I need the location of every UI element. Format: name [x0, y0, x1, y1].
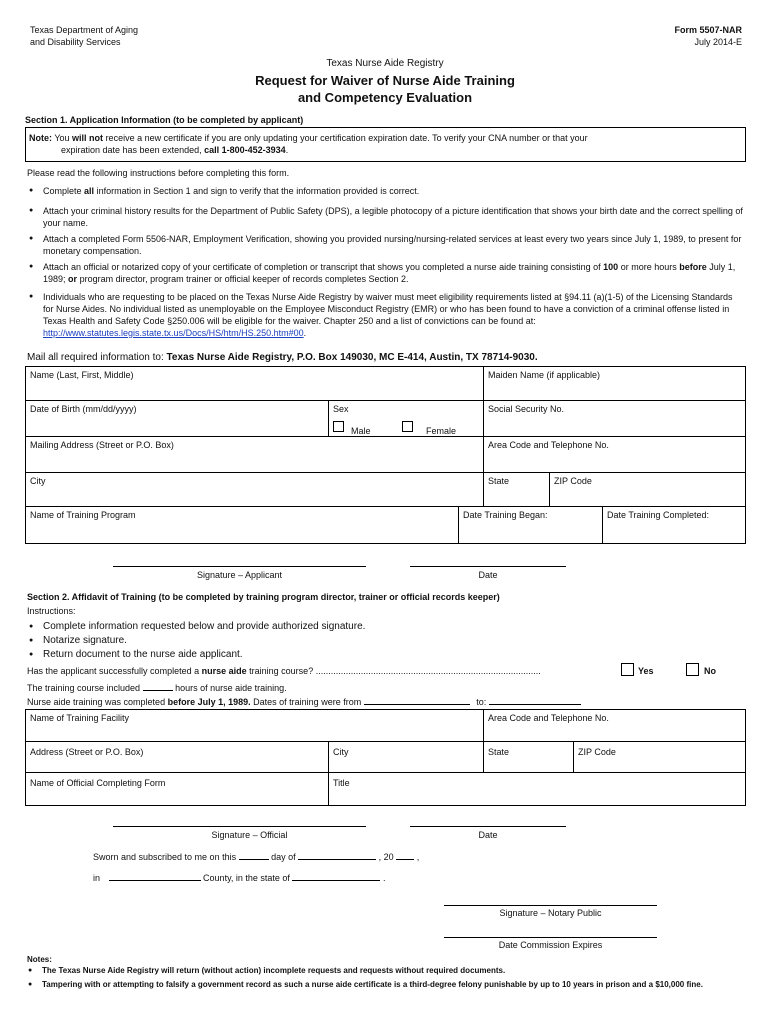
statutes-link[interactable]: http://www.statutes.legis.state.tx.us/Docs/HS/htm/HS.250.htm#00	[43, 328, 304, 338]
official-date-label: Date	[478, 830, 498, 840]
bullet1-bold: all	[84, 186, 95, 196]
hours-b: hours of nurse aide training.	[175, 683, 287, 693]
mail-instructions	[27, 352, 538, 364]
instruction-bullet-3: ● Attach a completed Form 5506-NAR, Employment Verification, showing you provided nursing/nursing-related services at least every two years since July 1, 1989, to present for monetary compensation.	[43, 233, 743, 257]
applicant-date-label: Date	[478, 570, 498, 580]
bullet4-d: July 1, 1989;	[43, 262, 736, 284]
official-name-field[interactable]	[25, 772, 329, 806]
completed-line	[27, 695, 581, 708]
completed-b: Dates of training were from	[253, 697, 362, 707]
instruction-bullet-1	[43, 185, 743, 197]
facility-address-field[interactable]	[25, 741, 329, 773]
section2-bullet-3: ● Return document to the nurse aide applicant.	[43, 649, 243, 661]
male-checkbox[interactable]	[333, 421, 344, 432]
bullet4-b3: or	[68, 274, 78, 284]
form-number: Form 5507-NAR	[674, 25, 742, 35]
note-phone: call 1-800-452-3934	[204, 145, 286, 155]
sworn-line	[93, 850, 419, 863]
mail-a: Mail all required information to:	[27, 352, 164, 363]
note-label: Note:	[29, 133, 52, 143]
female-label: Female	[426, 426, 457, 436]
registry-name: Texas Nurse Aide Registry	[326, 58, 444, 69]
sworn-year-input[interactable]	[396, 850, 414, 860]
completed-bold: before July 1, 1989.	[167, 697, 251, 707]
please-read: Please read the following instructions before completing this form.	[27, 168, 290, 178]
question-dots: ..........................................................................................	[315, 666, 541, 676]
city-field[interactable]	[25, 472, 484, 507]
ssn-field[interactable]	[483, 400, 746, 437]
note-text-c: expiration date has been extended,	[61, 145, 202, 155]
completed-label: Date Training Completed:	[607, 510, 710, 520]
form-title-line2: and Competency Evaluation	[297, 90, 473, 105]
bullet1-a: Complete	[43, 186, 82, 196]
facility-address-label: Address (Street or P.O. Box)	[30, 747, 144, 757]
facility-zip-label: ZIP Code	[578, 747, 616, 757]
sworn-a: Sworn and subscribed to me on this	[93, 852, 237, 862]
bullet4-e: program director, program trainer or official keeper of records completes Section 2.	[79, 274, 409, 284]
note-box	[25, 127, 746, 162]
commission-date-label: Date Commission Expires	[498, 940, 603, 950]
dob-field[interactable]	[25, 400, 329, 437]
hours-a: The training course included	[27, 683, 141, 693]
in-b: County, in the state of	[203, 873, 290, 883]
question-a: Has the applicant successfully completed a	[27, 666, 200, 676]
hours-line	[27, 681, 287, 694]
yes-label: Yes	[638, 666, 654, 676]
in-a: in	[93, 873, 101, 883]
zip-label: ZIP Code	[554, 476, 592, 486]
section2-bullet-2: ● Notarize signature.	[43, 635, 127, 647]
dob-label: Date of Birth (mm/dd/yyyy)	[30, 404, 137, 414]
zip-field[interactable]	[549, 472, 746, 507]
bullet4-b2: before	[679, 262, 707, 272]
dates-from-input[interactable]	[364, 695, 470, 705]
note-bold: will not	[72, 133, 104, 143]
name-field[interactable]	[25, 366, 484, 401]
bullet5-text: Individuals who are requesting to be placed on the Texas Nurse Aide Registry by waiver must meet eligibility requirements listed at §94.11 (a)(1-5) of the Licensing Standards for Nurse Aides. No individual listed as unemployable on the Employee Misconduct Registry (EMR) or who has been found to have a conviction of a criminal offense listed in Texas Health and Safety Code §250.006 will be eligible for the waiver. Chapter 250 and a list of convictions can be found at:	[43, 292, 733, 326]
official-name-label: Name of Official Completing Form	[30, 778, 166, 788]
instruction-bullet-2: ● Attach your criminal history results for the Department of Public Safety (DPS), a legible photocopy of a picture identification that shows your birth date and the correct spelling of your name.	[43, 205, 743, 229]
note-text	[29, 132, 739, 156]
facility-city-field[interactable]	[328, 741, 484, 773]
facility-state-label: State	[488, 747, 510, 757]
phone-label: Area Code and Telephone No.	[488, 440, 609, 450]
maiden-label: Maiden Name (if applicable)	[488, 370, 601, 380]
phone-field[interactable]	[483, 436, 746, 473]
instruction-bullet-4	[43, 261, 743, 285]
sworn-day-input[interactable]	[239, 850, 269, 860]
female-checkbox[interactable]	[402, 421, 413, 432]
commission-date-line[interactable]	[444, 937, 657, 938]
ssn-label: Social Security No.	[488, 404, 565, 414]
bullet4-b1: 100	[603, 262, 619, 272]
applicant-signature-label: Signature – Applicant	[196, 570, 283, 580]
official-title-label: Title	[333, 778, 350, 788]
sworn-month-input[interactable]	[298, 850, 376, 860]
county-input[interactable]	[109, 871, 201, 881]
yes-checkbox[interactable]	[621, 663, 634, 676]
facility-phone-label: Area Code and Telephone No.	[488, 713, 609, 723]
mail-address: Texas Nurse Aide Registry, P.O. Box 149030, MC E-414, Austin, TX 78714-9030.	[166, 352, 538, 363]
section1-heading: Section 1. Application Information (to be completed by applicant)	[25, 115, 304, 125]
training-question	[27, 665, 541, 677]
section2-instructions: Instructions:	[27, 606, 76, 616]
state-of-input[interactable]	[292, 871, 380, 881]
training-program-field[interactable]	[25, 506, 459, 544]
mailing-label: Mailing Address (Street or P.O. Box)	[30, 440, 174, 450]
note-text-b: receive a new certificate if you are only updating your certification expiration date. To verify your CNA number or that your	[105, 133, 588, 143]
sex-label: Sex	[333, 404, 349, 414]
training-facility-field[interactable]	[25, 709, 484, 742]
question-b: training course?	[249, 666, 314, 676]
official-title-field[interactable]	[328, 772, 746, 806]
section2-bullet-1: ● Complete information requested below and provide authorized signature.	[43, 621, 365, 633]
began-label: Date Training Began:	[463, 510, 548, 520]
section2-heading: Section 2. Affidavit of Training (to be completed by training program director, trainer or official records keeper)	[27, 592, 500, 602]
agency-name-line1: Texas Department of Aging	[30, 25, 139, 35]
facility-label: Name of Training Facility	[30, 713, 130, 723]
sex-field	[328, 400, 484, 437]
sworn-c: , 20	[378, 852, 394, 862]
form-date: July 2014-E	[694, 37, 742, 47]
instruction-bullet-5	[43, 291, 743, 339]
bullet4-a: Attach an official or notarized copy of your certificate of completion or transcript that shows you completed a nurse aide training consisting of	[43, 262, 601, 272]
form-title-line1: Request for Waiver of Nurse Aide Training	[255, 73, 515, 88]
notary-signature-line[interactable]	[444, 905, 657, 906]
note-1: ● The Texas Nurse Aide Registry will return (without action) incomplete requests and requests without required documents.	[42, 966, 747, 976]
note-2: ● Tampering with or attempting to falsify a government record as such a nurse aide certificate is a third-degree felony punishable by up to 10 years in prison and a $10,000 fine.	[42, 979, 747, 990]
note-text-a: You	[54, 133, 70, 143]
applicant-date-line[interactable]	[410, 566, 566, 567]
training-began-field[interactable]	[458, 506, 603, 544]
program-label: Name of Training Program	[30, 510, 136, 520]
facility-state-field[interactable]	[483, 741, 574, 773]
official-signature-label: Signature – Official	[211, 830, 288, 840]
name-label: Name (Last, First, Middle)	[30, 370, 134, 380]
state-field[interactable]	[483, 472, 550, 507]
hours-input[interactable]	[143, 681, 173, 691]
notes-label: Notes:	[27, 955, 52, 964]
county-line	[93, 871, 385, 884]
completed-to: to:	[476, 697, 487, 707]
question-bold: nurse aide	[201, 666, 247, 676]
agency-name-line2: and Disability Services	[30, 37, 121, 47]
official-signature-line[interactable]	[113, 826, 366, 827]
bullet5-end: .	[303, 328, 307, 338]
training-completed-field[interactable]	[602, 506, 746, 544]
notary-signature-label: Signature – Notary Public	[499, 908, 602, 918]
facility-city-label: City	[333, 747, 349, 757]
facility-zip-field[interactable]	[573, 741, 746, 773]
state-label: State	[488, 476, 510, 486]
facility-phone-field[interactable]	[483, 709, 746, 742]
mailing-address-field[interactable]	[25, 436, 484, 473]
note-end: .	[285, 145, 289, 155]
city-label: City	[30, 476, 46, 486]
in-c: .	[382, 873, 386, 883]
sworn-b: day of	[271, 852, 296, 862]
no-label: No	[704, 666, 716, 676]
dates-to-input[interactable]	[489, 695, 581, 705]
no-checkbox[interactable]	[686, 663, 699, 676]
maiden-name-field[interactable]	[483, 366, 746, 401]
bullet4-c: or more hours	[620, 262, 677, 272]
completed-a: Nurse aide training was completed	[27, 697, 166, 707]
bullet1-b: information in Section 1 and sign to verify that the information provided is correct.	[96, 186, 420, 196]
official-date-line[interactable]	[410, 826, 566, 827]
sworn-d: ,	[416, 852, 420, 862]
male-label: Male	[351, 426, 371, 436]
applicant-signature-line[interactable]	[113, 566, 366, 567]
